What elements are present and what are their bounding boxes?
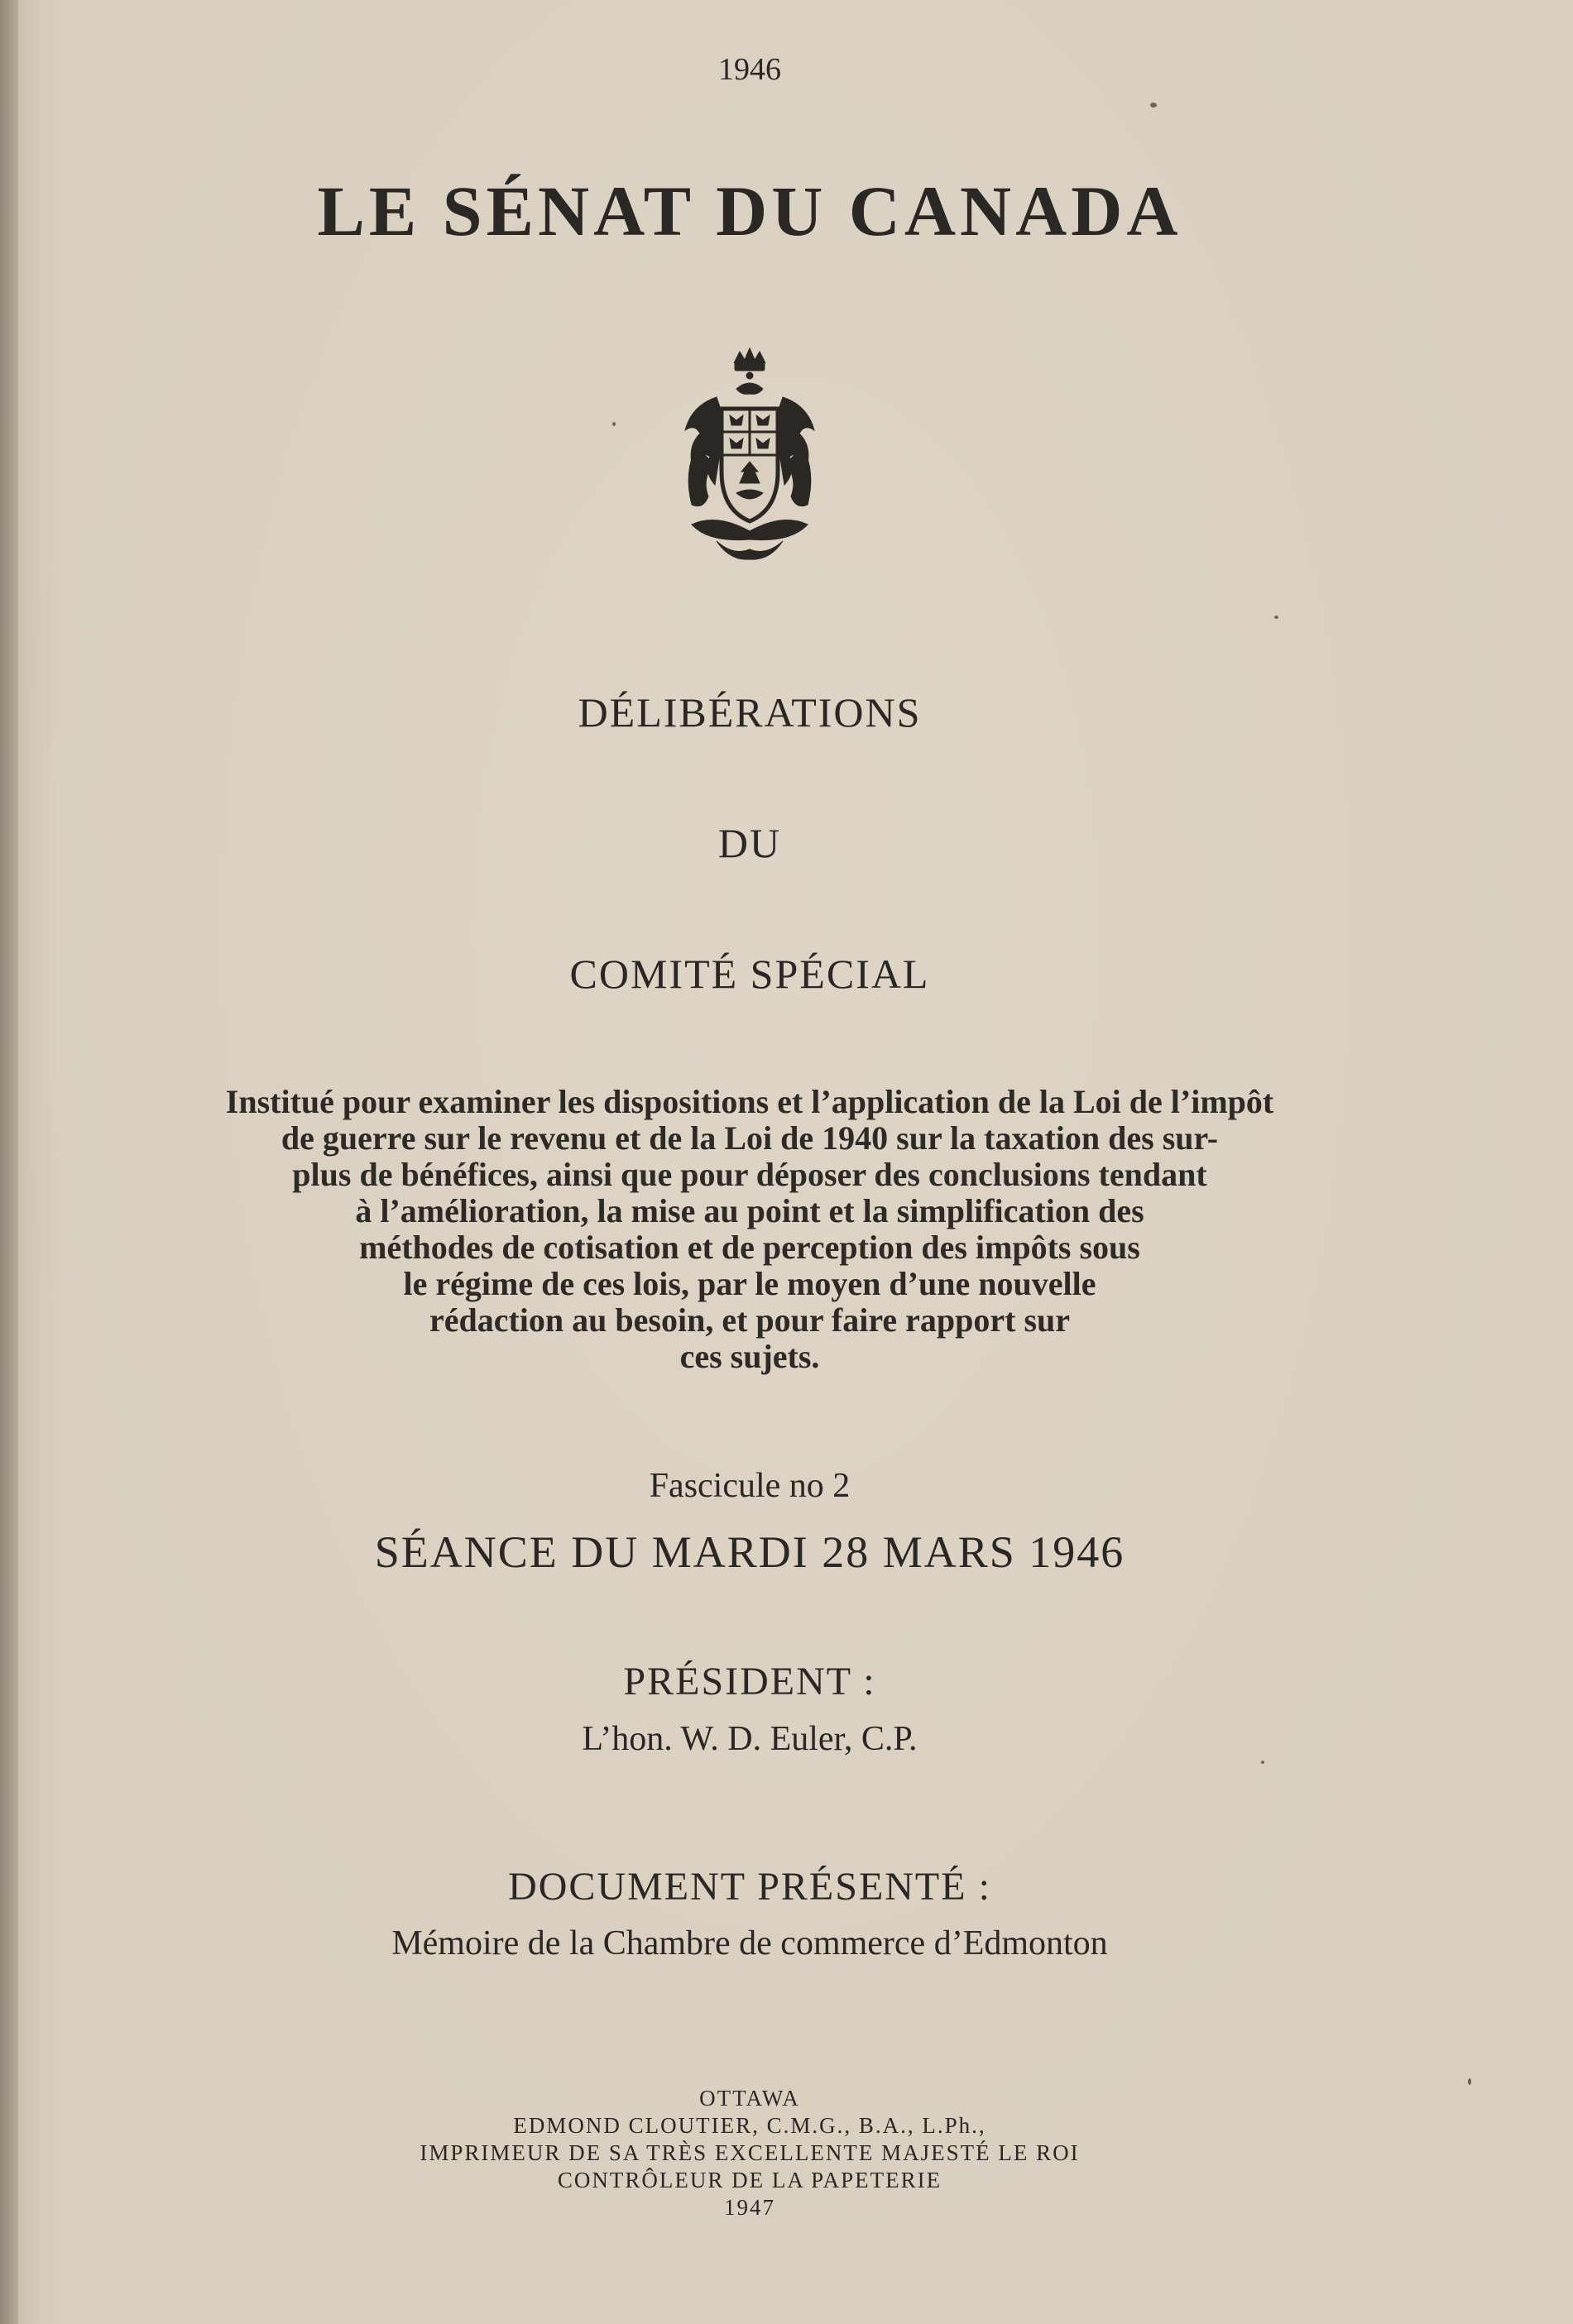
paper-speck [1274,616,1278,619]
imprint-line: CONTRÔLEUR DE LA PAPETERIE [557,2168,942,2192]
heading-comite-special: COMITÉ SPÉCIAL [569,951,930,997]
printer-imprint [0,2085,1499,2221]
document-title: Mémoire de la Chambre de commerce d’Edmonton [391,1924,1108,1962]
imprint-line: IMPRIMEUR DE SA TRÈS EXCELLENTE MAJESTÉ LE ROI [420,2140,1080,2165]
purpose-line: de guerre sur le revenu et de la Loi de 1940 sur la taxation des sur- [281,1119,1219,1157]
heading-deliberations: DÉLIBÉRATIONS [578,689,922,736]
purpose-line: ces sujets. [679,1338,820,1375]
session-date: SÉANCE DU MARDI 28 MARS 1946 [374,1527,1125,1577]
purpose-line: rédaction au besoin, et pour faire rapport sur [429,1301,1071,1339]
header-year: 1946 [718,52,781,87]
purpose-line: à l’amélioration, la mise au point et la simplification des [355,1192,1144,1229]
paper-speck [1150,103,1157,108]
paper-speck [1468,2078,1471,2085]
purpose-line: le régime de ces lois, par le moyen d’une nouvelle [403,1265,1096,1302]
fascicule-number: Fascicule no 2 [649,1467,851,1505]
page-title: LE SÉNAT DU CANADA [317,171,1182,251]
paper-speck [612,422,616,426]
president-name: L’hon. W. D. Euler, C.P. [582,1720,918,1758]
purpose-line: Institué pour examiner les dispositions et l’application de la Loi de l’impôt [225,1083,1274,1120]
purpose-line: plus de bénéfices, ainsi que pour déposer des conclusions tendant [292,1156,1207,1193]
purpose-line: méthodes de cotisation et de perception des impôts sous [359,1229,1140,1266]
committee-purpose [0,1084,1499,1375]
imprint-line: OTTAWA [699,2086,800,2111]
document-label: DOCUMENT PRÉSENTÉ : [508,1865,991,1909]
president-label: PRÉSIDENT : [623,1660,876,1703]
coat-of-arms-icon [0,347,1499,563]
heading-du: DU [717,820,782,866]
imprint-line: EDMOND CLOUTIER, C.M.G., B.A., L.Ph., [513,2113,986,2138]
imprint-line: 1947 [724,2195,775,2220]
paper-speck [1261,1761,1264,1764]
